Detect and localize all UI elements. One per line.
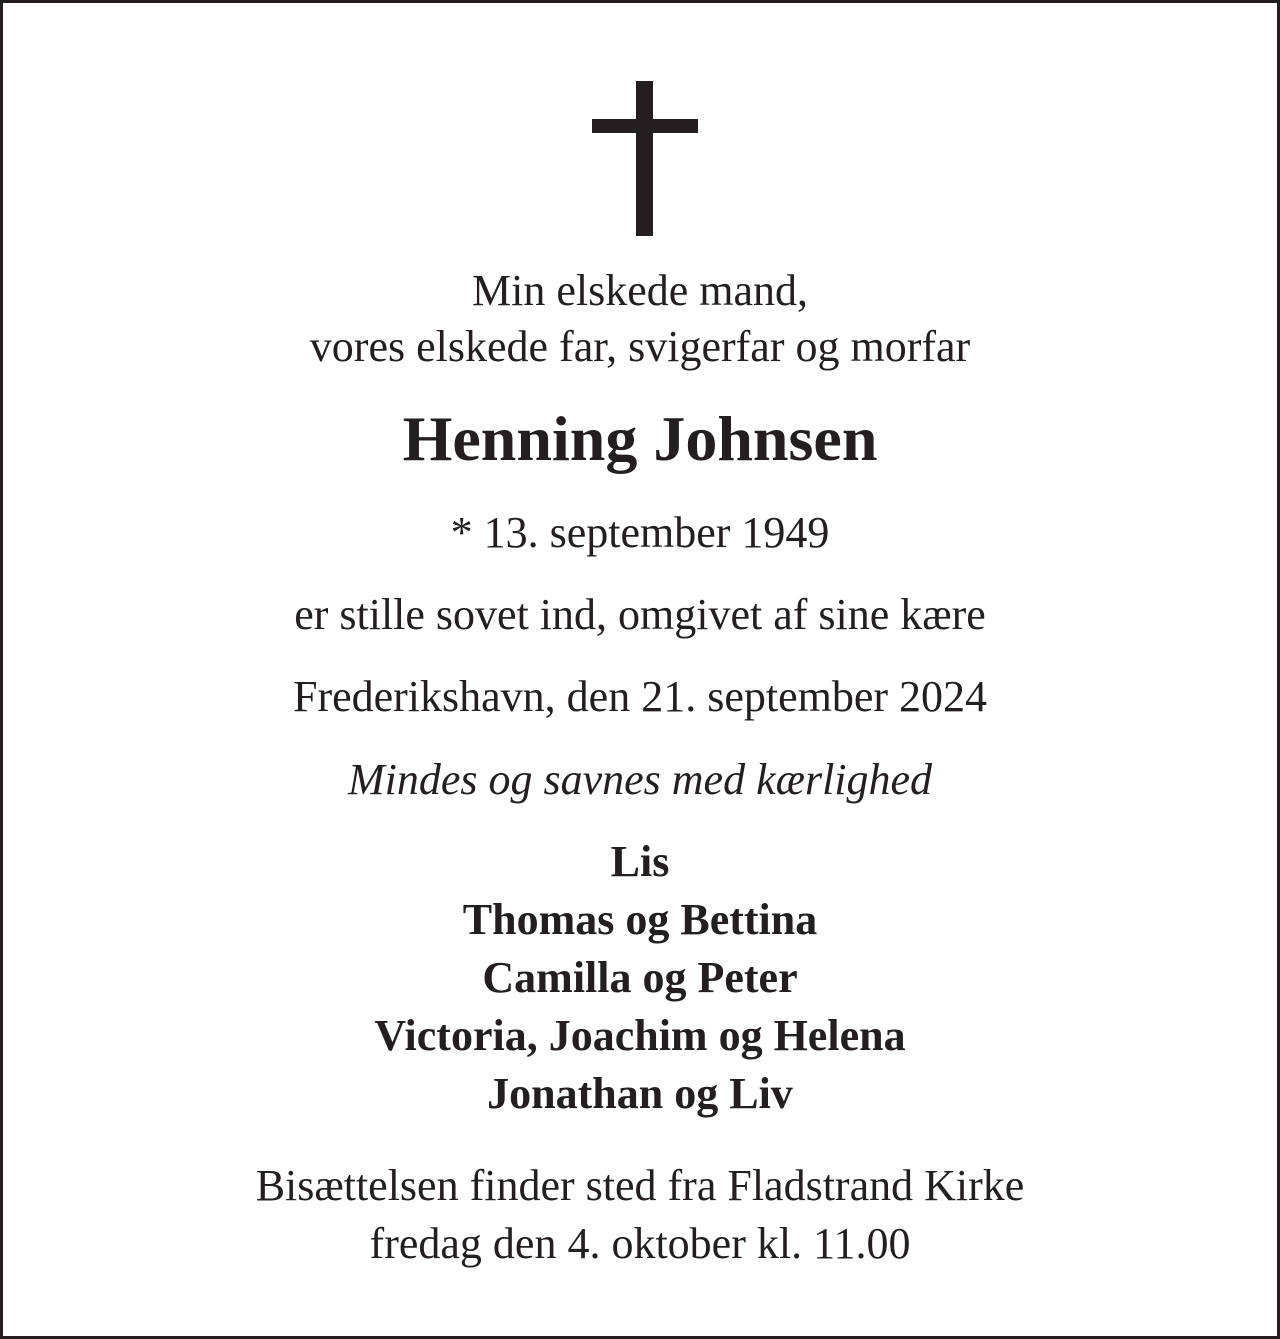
family-member: Jonathan og Liv xyxy=(487,1069,793,1118)
service-line-2: fredag den 4. oktober kl. 11.00 xyxy=(369,1219,911,1268)
place-and-date: Frederikshavn, den 21. september 2024 xyxy=(292,672,988,721)
family-member: Thomas og Bettina xyxy=(462,895,818,944)
intro-line-1: Min elskede mand, xyxy=(471,266,809,315)
family-member: Victoria, Joachim og Helena xyxy=(374,1011,906,1060)
family-member: Camilla og Peter xyxy=(482,953,798,1002)
family-member: Lis xyxy=(610,837,670,886)
deceased-name: Henning Johnsen xyxy=(402,403,878,474)
cross-icon xyxy=(592,81,698,236)
tribute-text: Mindes og savnes med kærlighed xyxy=(347,755,933,804)
passing-text: er stille sovet ind, omgivet af sine kære xyxy=(294,590,986,639)
birth-date: * 13. september 1949 xyxy=(450,508,830,557)
intro-line-2: vores elskede far, svigerfar og morfar xyxy=(309,322,971,371)
service-line-1: Bisættelsen finder sted fra Fladstrand Kirke xyxy=(255,1161,1025,1210)
